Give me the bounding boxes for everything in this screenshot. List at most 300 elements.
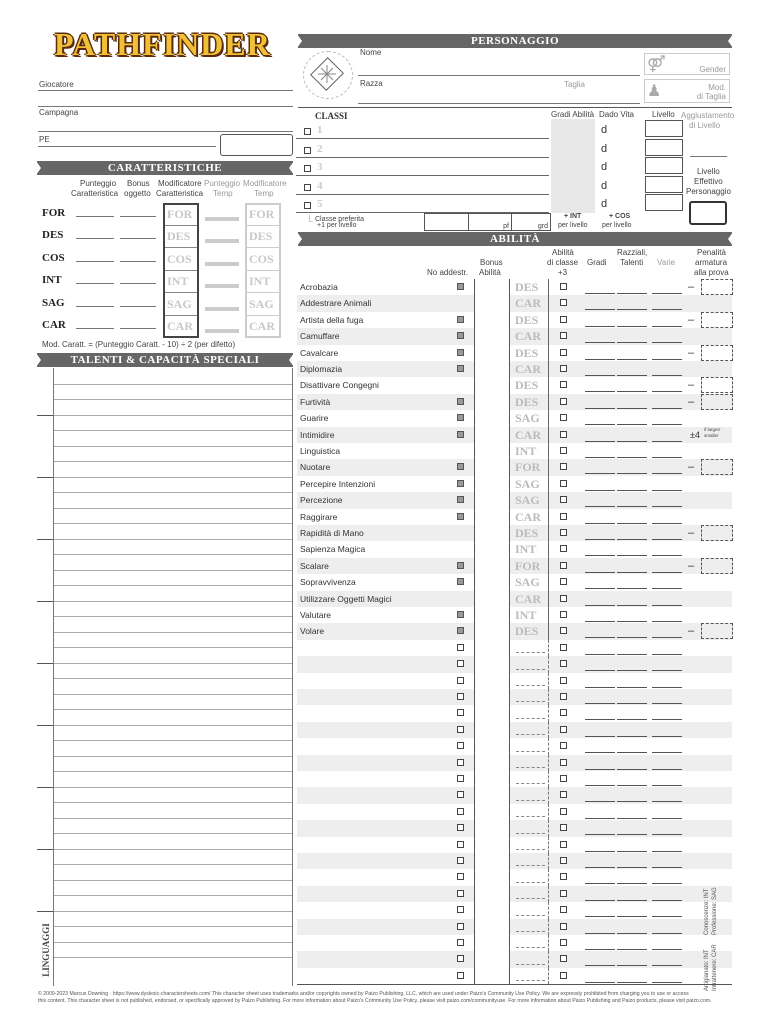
skill-total-field[interactable] — [474, 705, 510, 721]
skill-mod-field[interactable] — [617, 555, 647, 556]
skill-ability-cell[interactable] — [513, 886, 549, 902]
class-skill-checkbox[interactable] — [560, 562, 567, 569]
skill-row[interactable] — [297, 541, 732, 557]
class-skill-checkbox[interactable] — [560, 496, 567, 503]
untrained-checkbox[interactable] — [457, 890, 464, 897]
skill-total-field[interactable] — [474, 853, 510, 869]
skill-mod-field[interactable] — [617, 949, 647, 950]
skill-mod-field[interactable] — [652, 457, 682, 458]
feat-line[interactable] — [54, 942, 292, 943]
skill-row[interactable] — [297, 476, 732, 492]
skill-mod-field[interactable] — [585, 441, 615, 442]
skill-ability-cell[interactable]: CAR — [513, 361, 549, 377]
class-skill-checkbox[interactable] — [560, 808, 567, 815]
skill-mod-field[interactable] — [652, 687, 682, 688]
skill-mod-field[interactable] — [652, 703, 682, 704]
skill-ability-cell[interactable]: CAR — [513, 427, 549, 443]
skill-total-field[interactable] — [474, 443, 510, 459]
skill-mod-field[interactable] — [652, 588, 682, 589]
feat-line[interactable] — [54, 461, 292, 462]
skill-ability-cell[interactable] — [513, 787, 549, 803]
skill-mod-field[interactable] — [585, 473, 615, 474]
size-mod-box[interactable] — [644, 79, 730, 103]
custom-skill-row[interactable] — [297, 837, 732, 853]
feat-line[interactable] — [54, 539, 292, 540]
ability-temp-field[interactable] — [205, 262, 239, 266]
skill-mod-field[interactable] — [617, 851, 647, 852]
skill-ability-cell[interactable] — [513, 689, 549, 705]
skill-mod-field[interactable] — [617, 621, 647, 622]
skill-mod-field[interactable] — [585, 342, 615, 343]
skill-mod-field[interactable] — [617, 867, 647, 868]
hit-die-field[interactable] — [296, 142, 332, 158]
skill-ability-cell[interactable] — [513, 853, 549, 869]
custom-skill-row[interactable] — [297, 722, 732, 738]
skill-ability-cell[interactable] — [513, 738, 549, 754]
custom-skill-row[interactable] — [297, 968, 732, 984]
feat-line[interactable] — [54, 384, 292, 385]
skill-ability-cell[interactable]: CAR — [513, 295, 549, 311]
custom-skill-row[interactable] — [297, 656, 732, 672]
skill-mod-field[interactable] — [617, 326, 647, 327]
skill-total-field[interactable] — [474, 509, 510, 525]
custom-skill-row[interactable] — [297, 853, 732, 869]
skill-mod-field[interactable] — [652, 785, 682, 786]
untrained-checkbox[interactable] — [457, 791, 464, 798]
skill-ability-cell[interactable] — [513, 820, 549, 836]
class-skill-checkbox[interactable] — [560, 480, 567, 487]
ability-bonus-field[interactable] — [120, 306, 156, 307]
class-level-box[interactable] — [645, 194, 683, 211]
skill-total-field[interactable] — [474, 837, 510, 853]
skill-total-field[interactable] — [474, 525, 510, 541]
skill-ability-cell[interactable] — [513, 968, 549, 984]
class-skill-checkbox[interactable] — [560, 791, 567, 798]
skill-total-field[interactable] — [474, 919, 510, 935]
skill-ability-cell[interactable] — [513, 673, 549, 689]
skill-mod-field[interactable] — [585, 867, 615, 868]
feat-line[interactable] — [54, 926, 292, 927]
acp-field[interactable] — [701, 377, 733, 393]
class-level-box[interactable] — [645, 139, 683, 156]
feat-line[interactable] — [54, 415, 292, 416]
skill-mod-field[interactable] — [585, 687, 615, 688]
skill-mod-field[interactable] — [652, 965, 682, 966]
skill-mod-field[interactable] — [585, 605, 615, 606]
race-field[interactable] — [358, 103, 640, 104]
skill-mod-field[interactable] — [652, 408, 682, 409]
skill-mod-field[interactable] — [585, 752, 615, 753]
skill-mod-field[interactable] — [617, 703, 647, 704]
skill-ability-cell[interactable]: SAG — [513, 492, 549, 508]
name-field[interactable] — [358, 75, 640, 76]
skill-mod-field[interactable] — [617, 424, 647, 425]
custom-skill-row[interactable] — [297, 738, 732, 754]
skill-ability-cell[interactable]: DES — [513, 525, 549, 541]
skill-mod-field[interactable] — [652, 490, 682, 491]
skill-ability-cell[interactable]: CAR — [513, 509, 549, 525]
skill-mod-field[interactable] — [617, 801, 647, 802]
skill-mod-field[interactable] — [585, 883, 615, 884]
class-skill-checkbox[interactable] — [560, 775, 567, 782]
class-skill-checkbox[interactable] — [560, 414, 567, 421]
skill-mod-field[interactable] — [585, 654, 615, 655]
feat-line[interactable] — [54, 787, 292, 788]
skill-mod-field[interactable] — [617, 605, 647, 606]
skill-mod-field[interactable] — [617, 359, 647, 360]
skill-total-field[interactable] — [474, 394, 510, 410]
skill-mod-field[interactable] — [617, 506, 647, 507]
skill-total-field[interactable] — [474, 640, 510, 656]
skill-total-field[interactable] — [474, 869, 510, 885]
class-skill-checkbox[interactable] — [560, 431, 567, 438]
feat-line[interactable] — [54, 477, 292, 478]
untrained-checkbox[interactable] — [457, 955, 464, 962]
untrained-checkbox[interactable] — [457, 742, 464, 749]
skill-mod-field[interactable] — [652, 326, 682, 327]
skill-mod-field[interactable] — [585, 506, 615, 507]
untrained-checkbox[interactable] — [457, 775, 464, 782]
skill-mod-field[interactable] — [585, 408, 615, 409]
skill-row[interactable] — [297, 312, 732, 328]
skill-ability-cell[interactable]: SAG — [513, 410, 549, 426]
skill-row[interactable] — [297, 377, 732, 393]
untrained-checkbox[interactable] — [457, 709, 464, 716]
skill-row[interactable] — [297, 591, 732, 607]
class-row[interactable] — [304, 197, 549, 213]
level-adj-field[interactable] — [690, 156, 727, 157]
player-field[interactable] — [38, 90, 293, 91]
skill-mod-field[interactable] — [652, 900, 682, 901]
untrained-checkbox[interactable] — [457, 939, 464, 946]
favored-box-1[interactable] — [424, 213, 469, 231]
feat-line[interactable] — [54, 818, 292, 819]
acp-field[interactable] — [701, 525, 733, 541]
untrained-checkbox[interactable] — [457, 759, 464, 766]
skill-mod-field[interactable] — [617, 342, 647, 343]
skill-mod-field[interactable] — [652, 883, 682, 884]
skill-mod-field[interactable] — [652, 834, 682, 835]
acp-field[interactable] — [701, 394, 733, 410]
skill-mod-field[interactable] — [585, 834, 615, 835]
class-skill-checkbox[interactable] — [560, 660, 567, 667]
skill-total-field[interactable] — [474, 623, 510, 639]
ability-tmod-ghost[interactable]: FOR — [249, 207, 275, 221]
ability-bonus-field[interactable] — [120, 216, 156, 217]
skill-mod-field[interactable] — [652, 851, 682, 852]
ability-temp-field[interactable] — [205, 329, 239, 333]
ability-score-field[interactable] — [76, 216, 114, 217]
skill-mod-field[interactable] — [585, 900, 615, 901]
feat-line[interactable] — [54, 616, 292, 617]
skill-mod-field[interactable] — [585, 933, 615, 934]
gender-box[interactable] — [644, 53, 730, 75]
feat-line[interactable] — [54, 508, 292, 509]
class-skill-checkbox[interactable] — [560, 939, 567, 946]
custom-skill-row[interactable] — [297, 820, 732, 836]
hit-die-field[interactable] — [296, 160, 332, 176]
skill-ability-cell[interactable] — [513, 935, 549, 951]
class-skill-checkbox[interactable] — [560, 693, 567, 700]
ability-tmod-ghost[interactable]: DES — [249, 229, 273, 244]
skill-mod-field[interactable] — [617, 441, 647, 442]
skill-mod-field[interactable] — [617, 965, 647, 966]
skill-total-field[interactable] — [474, 591, 510, 607]
feat-line[interactable] — [54, 802, 292, 803]
class-skill-checkbox[interactable] — [560, 611, 567, 618]
class-skill-checkbox[interactable] — [560, 841, 567, 848]
skill-mod-field[interactable] — [652, 867, 682, 868]
feat-line[interactable] — [54, 864, 292, 865]
skill-mod-field[interactable] — [585, 637, 615, 638]
skill-mod-field[interactable] — [585, 391, 615, 392]
ability-mod-ghost[interactable]: COS — [167, 251, 192, 266]
skill-mod-field[interactable] — [617, 309, 647, 310]
class-row[interactable] — [304, 179, 549, 195]
ability-mod-ghost[interactable]: INT — [167, 274, 189, 289]
skill-mod-field[interactable] — [652, 473, 682, 474]
ability-mod-ghost[interactable]: DES — [167, 229, 191, 244]
ability-temp-field[interactable] — [205, 239, 239, 243]
acp-field[interactable] — [701, 312, 733, 328]
skill-mod-field[interactable] — [585, 375, 615, 376]
skill-ability-cell[interactable]: FOR — [513, 558, 549, 574]
skill-ability-cell[interactable] — [513, 919, 549, 935]
hit-die-field[interactable] — [296, 123, 332, 139]
skill-ability-cell[interactable]: DES — [513, 279, 549, 295]
class-skill-checkbox[interactable] — [560, 726, 567, 733]
untrained-checkbox[interactable] — [457, 677, 464, 684]
skill-mod-field[interactable] — [585, 801, 615, 802]
skill-ability-cell[interactable] — [513, 656, 549, 672]
feat-line[interactable] — [54, 880, 292, 881]
class-row[interactable] — [304, 160, 549, 176]
skill-ability-cell[interactable] — [513, 869, 549, 885]
untrained-checkbox[interactable] — [457, 906, 464, 913]
feat-line[interactable] — [54, 492, 292, 493]
ability-score-field[interactable] — [76, 306, 114, 307]
skill-total-field[interactable] — [474, 738, 510, 754]
skill-mod-field[interactable] — [617, 736, 647, 737]
skill-row[interactable] — [297, 361, 732, 377]
skill-mod-field[interactable] — [617, 408, 647, 409]
skill-row[interactable] — [297, 525, 732, 541]
skill-mod-field[interactable] — [652, 359, 682, 360]
skill-mod-field[interactable] — [652, 933, 682, 934]
class-skill-checkbox[interactable] — [560, 890, 567, 897]
feat-line[interactable] — [54, 694, 292, 695]
class-skill-checkbox[interactable] — [560, 595, 567, 602]
acp-field[interactable] — [701, 459, 733, 475]
class-skill-checkbox[interactable] — [560, 463, 567, 470]
class-skill-checkbox[interactable] — [560, 824, 567, 831]
feat-line[interactable] — [54, 430, 292, 431]
untrained-checkbox[interactable] — [457, 873, 464, 880]
skill-mod-field[interactable] — [585, 670, 615, 671]
skill-row[interactable] — [297, 279, 732, 295]
skill-mod-field[interactable] — [617, 834, 647, 835]
skill-mod-field[interactable] — [652, 621, 682, 622]
skill-mod-field[interactable] — [585, 539, 615, 540]
feat-line[interactable] — [54, 399, 292, 400]
untrained-checkbox[interactable] — [457, 693, 464, 700]
ability-bonus-field[interactable] — [120, 261, 156, 262]
untrained-checkbox[interactable] — [457, 841, 464, 848]
untrained-checkbox[interactable] — [457, 857, 464, 864]
skill-mod-field[interactable] — [617, 687, 647, 688]
skill-total-field[interactable] — [474, 558, 510, 574]
skill-mod-field[interactable] — [617, 752, 647, 753]
skill-mod-field[interactable] — [617, 588, 647, 589]
class-skill-checkbox[interactable] — [560, 332, 567, 339]
ability-bonus-field[interactable] — [120, 283, 156, 284]
skill-mod-field[interactable] — [652, 391, 682, 392]
ability-score-field[interactable] — [76, 261, 114, 262]
ability-score-field[interactable] — [76, 283, 114, 284]
class-skill-checkbox[interactable] — [560, 299, 567, 306]
class-skill-checkbox[interactable] — [560, 906, 567, 913]
skill-ability-cell[interactable]: SAG — [513, 476, 549, 492]
skill-mod-field[interactable] — [652, 801, 682, 802]
custom-skill-row[interactable] — [297, 919, 732, 935]
ecl-field[interactable] — [689, 201, 727, 225]
skill-ability-cell[interactable]: DES — [513, 312, 549, 328]
skill-ability-cell[interactable]: INT — [513, 607, 549, 623]
class-skill-checkbox[interactable] — [560, 283, 567, 290]
class-skill-checkbox[interactable] — [560, 529, 567, 536]
skill-total-field[interactable] — [474, 886, 510, 902]
favored-hp-box[interactable] — [468, 213, 512, 231]
custom-skill-row[interactable] — [297, 689, 732, 705]
skill-total-field[interactable] — [474, 673, 510, 689]
skill-mod-field[interactable] — [585, 359, 615, 360]
class-skill-checkbox[interactable] — [560, 349, 567, 356]
skill-mod-field[interactable] — [585, 719, 615, 720]
skill-mod-field[interactable] — [617, 293, 647, 294]
ability-score-field[interactable] — [76, 238, 114, 239]
skill-mod-field[interactable] — [617, 391, 647, 392]
feat-line[interactable] — [54, 632, 292, 633]
class-skill-checkbox[interactable] — [560, 709, 567, 716]
custom-skill-row[interactable] — [297, 902, 732, 918]
ability-temp-field[interactable] — [205, 307, 239, 311]
skill-mod-field[interactable] — [652, 654, 682, 655]
skill-mod-field[interactable] — [617, 933, 647, 934]
class-skill-checkbox[interactable] — [560, 365, 567, 372]
ability-mod-ghost[interactable]: SAG — [167, 296, 192, 311]
skill-mod-field[interactable] — [617, 916, 647, 917]
skill-row[interactable] — [297, 574, 732, 590]
ability-temp-field[interactable] — [205, 217, 239, 221]
skill-total-field[interactable] — [474, 771, 510, 787]
class-skill-checkbox[interactable] — [560, 627, 567, 634]
skill-mod-field[interactable] — [585, 736, 615, 737]
class-skill-checkbox[interactable] — [560, 742, 567, 749]
skill-total-field[interactable] — [474, 541, 510, 557]
class-skill-checkbox[interactable] — [560, 398, 567, 405]
skill-total-field[interactable] — [474, 689, 510, 705]
skill-total-field[interactable] — [474, 410, 510, 426]
skill-mod-field[interactable] — [652, 342, 682, 343]
skill-total-field[interactable] — [474, 492, 510, 508]
class-skill-checkbox[interactable] — [560, 513, 567, 520]
skill-mod-field[interactable] — [617, 654, 647, 655]
skill-ability-cell[interactable] — [513, 705, 549, 721]
skill-total-field[interactable] — [474, 656, 510, 672]
skill-total-field[interactable] — [474, 427, 510, 443]
skill-mod-field[interactable] — [617, 473, 647, 474]
skill-mod-field[interactable] — [652, 916, 682, 917]
class-skill-checkbox[interactable] — [560, 316, 567, 323]
skill-row[interactable] — [297, 623, 732, 639]
custom-skill-row[interactable] — [297, 787, 732, 803]
class-row[interactable] — [304, 123, 549, 139]
skill-mod-field[interactable] — [585, 424, 615, 425]
class-skill-checkbox[interactable] — [560, 972, 567, 979]
skill-mod-field[interactable] — [617, 637, 647, 638]
skill-total-field[interactable] — [474, 459, 510, 475]
skill-mod-field[interactable] — [652, 736, 682, 737]
untrained-checkbox[interactable] — [457, 824, 464, 831]
untrained-checkbox[interactable] — [457, 726, 464, 733]
skill-mod-field[interactable] — [652, 539, 682, 540]
skill-total-field[interactable] — [474, 804, 510, 820]
skill-row[interactable] — [297, 443, 732, 459]
xp-next-box[interactable] — [220, 134, 293, 156]
favored-ranks-box[interactable] — [511, 213, 551, 231]
skill-total-field[interactable] — [474, 476, 510, 492]
feat-line[interactable] — [54, 570, 292, 571]
skill-total-field[interactable] — [474, 279, 510, 295]
campaign-field[interactable] — [38, 131, 293, 132]
skill-ability-cell[interactable]: FOR — [513, 459, 549, 475]
feat-line[interactable] — [54, 647, 292, 648]
feat-line[interactable] — [54, 601, 292, 602]
feat-line[interactable] — [54, 446, 292, 447]
skill-mod-field[interactable] — [585, 785, 615, 786]
skill-mod-field[interactable] — [652, 523, 682, 524]
custom-skill-row[interactable] — [297, 951, 732, 967]
hit-die-field[interactable] — [296, 197, 332, 213]
skill-ability-cell[interactable] — [513, 951, 549, 967]
skill-mod-field[interactable] — [585, 293, 615, 294]
feat-line[interactable] — [54, 849, 292, 850]
skill-mod-field[interactable] — [652, 424, 682, 425]
skill-row[interactable] — [297, 410, 732, 426]
skill-mod-field[interactable] — [652, 818, 682, 819]
skill-mod-field[interactable] — [617, 785, 647, 786]
skill-mod-field[interactable] — [652, 506, 682, 507]
skill-total-field[interactable] — [474, 312, 510, 328]
skill-mod-field[interactable] — [585, 769, 615, 770]
class-level-box[interactable] — [645, 176, 683, 193]
feat-line[interactable] — [54, 709, 292, 710]
class-skill-checkbox[interactable] — [560, 923, 567, 930]
skill-mod-field[interactable] — [585, 326, 615, 327]
skill-mod-field[interactable] — [585, 703, 615, 704]
untrained-checkbox[interactable] — [457, 923, 464, 930]
skill-row[interactable] — [297, 394, 732, 410]
skill-row[interactable] — [297, 492, 732, 508]
skill-ability-cell[interactable]: DES — [513, 623, 549, 639]
skill-mod-field[interactable] — [652, 555, 682, 556]
skill-ability-cell[interactable] — [513, 902, 549, 918]
skill-total-field[interactable] — [474, 295, 510, 311]
skill-row[interactable] — [297, 427, 732, 443]
skill-mod-field[interactable] — [585, 555, 615, 556]
feat-line[interactable] — [54, 663, 292, 664]
untrained-checkbox[interactable] — [457, 660, 464, 667]
